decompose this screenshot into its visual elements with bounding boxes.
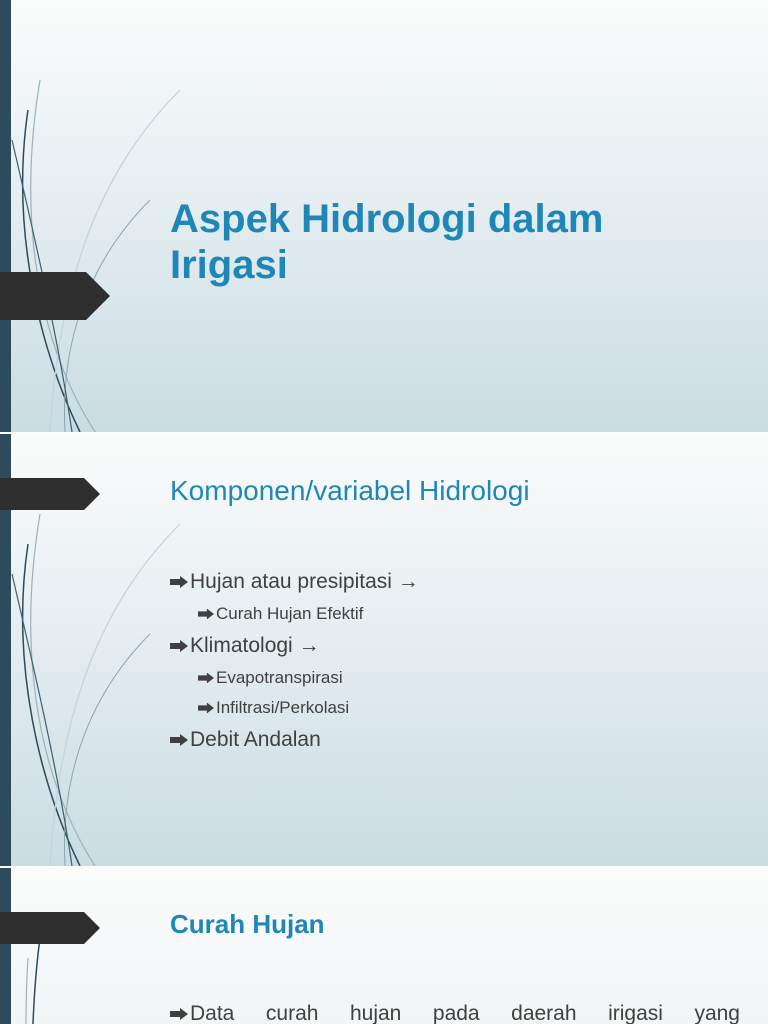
slide-heading: Curah Hujan <box>170 909 325 939</box>
list-item <box>170 603 419 625</box>
right-arrow-bullet-icon <box>198 673 214 684</box>
paragraph <box>170 1000 740 1024</box>
heading-tab-marker <box>0 478 100 510</box>
left-accent-bar <box>0 868 11 1024</box>
list-item <box>170 667 419 689</box>
list-item-text: Curah Hujan Efektif <box>216 604 364 623</box>
content-slide <box>0 434 768 866</box>
right-arrow-bullet-icon <box>170 1008 188 1020</box>
title-slide <box>0 0 768 432</box>
list-item <box>170 633 419 659</box>
list-item-text: Hujan atau presipitasi <box>190 570 392 593</box>
title-tab-marker <box>0 272 110 320</box>
list-item <box>170 727 419 753</box>
heading-tab-marker <box>0 912 100 944</box>
list-item-text: Debit Andalan <box>190 728 321 751</box>
list-item <box>170 697 419 719</box>
slide-heading: Komponen/variabel Hidrologi <box>170 475 530 506</box>
list-item <box>170 569 419 595</box>
right-arrow-bullet-icon <box>170 576 188 588</box>
slide-title: Aspek Hidrologi dalam Irigasi <box>170 197 604 287</box>
left-accent-bar <box>0 0 11 432</box>
paragraph-text: Data curah hujan pada daerah irigasi yang <box>190 1002 740 1024</box>
list-item-text: Infiltrasi/Perkolasi <box>216 698 350 717</box>
right-arrow-bullet-icon <box>198 703 214 714</box>
arrow-right-icon: → <box>397 570 419 593</box>
content-slide <box>0 868 768 1024</box>
right-arrow-bullet-icon <box>170 734 188 746</box>
list-item-text: Klimatologi <box>190 634 293 657</box>
list-item-text: Evapotranspirasi <box>216 668 343 687</box>
right-arrow-bullet-icon <box>170 640 188 652</box>
arrow-right-icon: → <box>298 634 320 657</box>
right-arrow-bullet-icon <box>198 609 214 620</box>
bullet-list <box>170 569 419 761</box>
